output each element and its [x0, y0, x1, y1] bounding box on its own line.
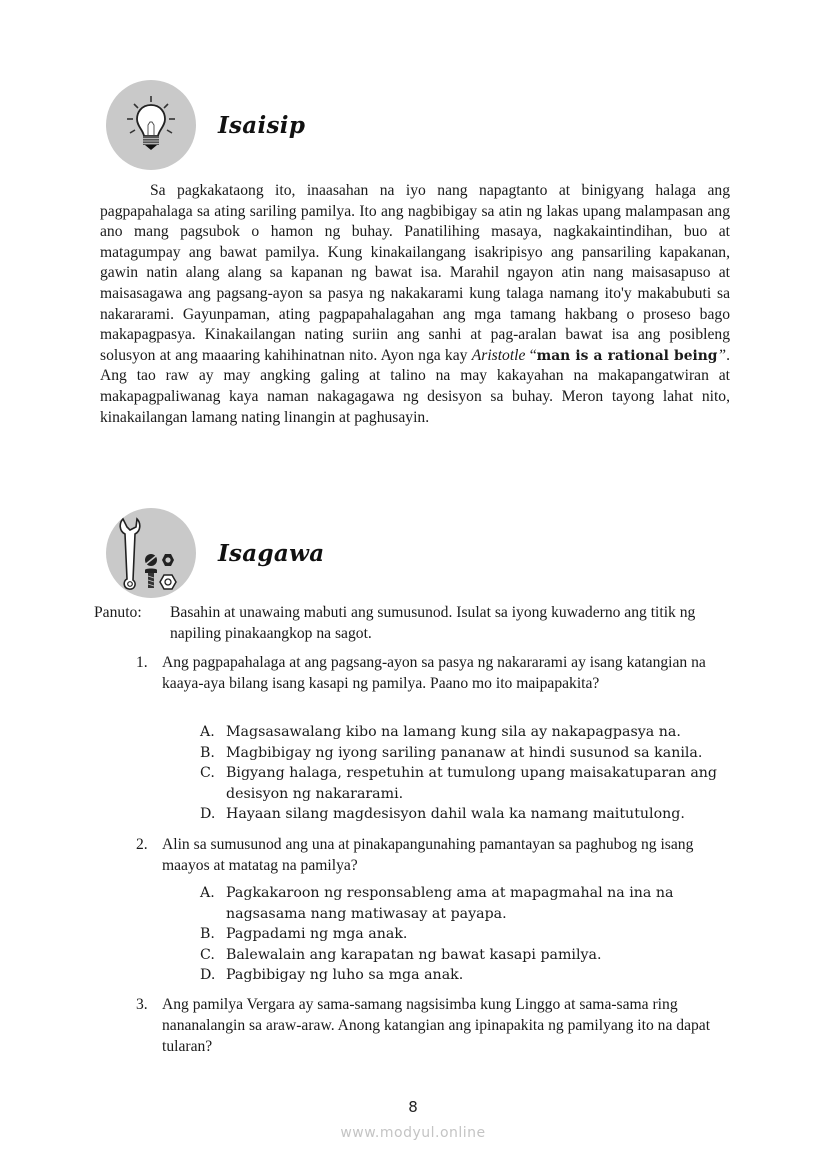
instructions	[94, 602, 734, 644]
choice-d	[200, 965, 740, 986]
paragraph-text: Sa pagkakataong ito, inaasahan na iyo nang napagtanto at binigyang halaga ang pagpapahalaga sa ating sariling pamilya. Ito ang nagbibigay sa atin ng lakas upang malampasan ang ano mang pagsubok o hamon ng buhay. Panatilihing masaya, nagkakaintindihan, buo at matagumpay ang bawat pamilya. Kung kinakailangang isakripisyo ang pansariling kapakanan, gawin natin alang alang sa kapanan ng bawat isa. Marahil ngayon atin nang maisasapuso at maisasagawa ang pagsang-ayon sa pasya ng nakakarami kung talaga namang ito'y makabubuti sa nakararami. Gayunpaman, ating pagpapahalagahan ang mga tamang hakbang o proseso bago makapagpasya. Kinakailangan nating suriin ang sanhi at pag-aralan bawat isa ang posibleng solusyon at ang maaaring kahihinatnan nito. Ayon nga kay	[100, 182, 730, 364]
choice-letter: D.	[200, 806, 216, 823]
tools-icon	[106, 508, 196, 598]
isagawa-header	[106, 508, 324, 598]
footer-watermark-url: www.modyul.online	[340, 1125, 486, 1141]
choice-text: Balewalain ang karapatan ng bawat kasapi pamilya.	[226, 946, 602, 963]
question-1	[136, 652, 736, 694]
choice-d	[200, 804, 740, 825]
choice-a	[200, 722, 740, 743]
question-text: Alin sa sumusunod ang una at pinakapangunahing pamantayan sa paghubog ng isang maayos at matatag na pamilya?	[162, 836, 694, 874]
question-text: Ang pagpapahalaga at ang pagsang-ayon sa pasya ng nakararami ay isang katangian na kaaya-aya bilang isang kasapi ng pamilya. Paano mo ito maipapakita?	[162, 654, 706, 692]
choice-letter: D.	[200, 967, 216, 984]
page-number: 8	[408, 1098, 418, 1116]
choice-letter: C.	[200, 765, 215, 782]
choice-text: Bigyang halaga, respetuhin at tumulong upang maisakatuparan ang desisyon ng nakararami.	[226, 765, 717, 802]
choice-c	[200, 945, 740, 966]
aristotle-name: Aristotle	[471, 346, 526, 364]
choice-text: Hayaan silang magdesisyon dahil wala ka namang maitutulong.	[226, 806, 685, 823]
instructions-text: Basahin at unawaing mabuti ang sumusunod. Isulat sa iyong kuwaderno ang titik ng napiling pinakaangkop na sagot.	[170, 604, 696, 642]
lightbulb-icon	[106, 80, 196, 170]
question-3	[136, 994, 736, 1057]
choice-letter: A.	[200, 724, 215, 740]
question-number: 1.	[136, 654, 148, 671]
isaisip-header	[106, 80, 305, 170]
choice-c	[200, 763, 740, 804]
choice-a	[200, 883, 740, 924]
question-1-choices	[200, 722, 740, 825]
choice-b	[200, 743, 740, 764]
close-quote: ”	[717, 346, 727, 364]
choice-letter: A.	[200, 885, 215, 901]
question-2-choices	[200, 883, 740, 986]
choice-b	[200, 924, 740, 945]
choice-letter: C.	[200, 946, 215, 963]
question-text: Ang pamilya Vergara ay sama-samang nagsisimba kung Linggo at sama-sama ring nananalangin sa araw-araw. Anong katangian ang ipinapakita ng pamilyang ito na dapat tularan?	[162, 996, 711, 1055]
isaisip-paragraph	[100, 181, 730, 428]
choice-text: Magbibigay ng iyong sariling pananaw at hindi susunod sa kanila.	[226, 744, 703, 761]
question-number: 2.	[136, 836, 148, 853]
choice-text: Pagbibigay ng luho sa mga anak.	[226, 967, 464, 984]
open-quote: “	[525, 346, 537, 364]
instructions-label: Panuto:	[94, 604, 142, 621]
choice-letter: B.	[200, 744, 215, 761]
choice-text: Magsasawalang kibo na lamang kung sila ay nakapagpasya na.	[226, 724, 681, 740]
question-2	[136, 834, 736, 876]
paragraph-text-end: . Ang tao raw ay may angking galing at talino na may kakayahan na makapangatwiran at makapagpaliwanag kaya naman nakagagawa ng desisyon sa buhay. Meron tayong lahat nito, kinakailangan lamang nating linangin at paghusayin.	[100, 346, 730, 426]
choice-text: Pagkakaroon ng responsableng ama at mapagmahal na ina na nagsasama nang matiwasay at payapa.	[226, 885, 674, 922]
rational-being-quote: man is a rational being	[536, 347, 718, 364]
choice-letter: B.	[200, 926, 215, 943]
question-number: 3.	[136, 996, 148, 1013]
section-title-isagawa: Isagawa	[218, 539, 325, 567]
choice-text: Pagpadami ng mga anak.	[226, 926, 408, 943]
section-title-isaisip: Isaisip	[218, 111, 306, 139]
